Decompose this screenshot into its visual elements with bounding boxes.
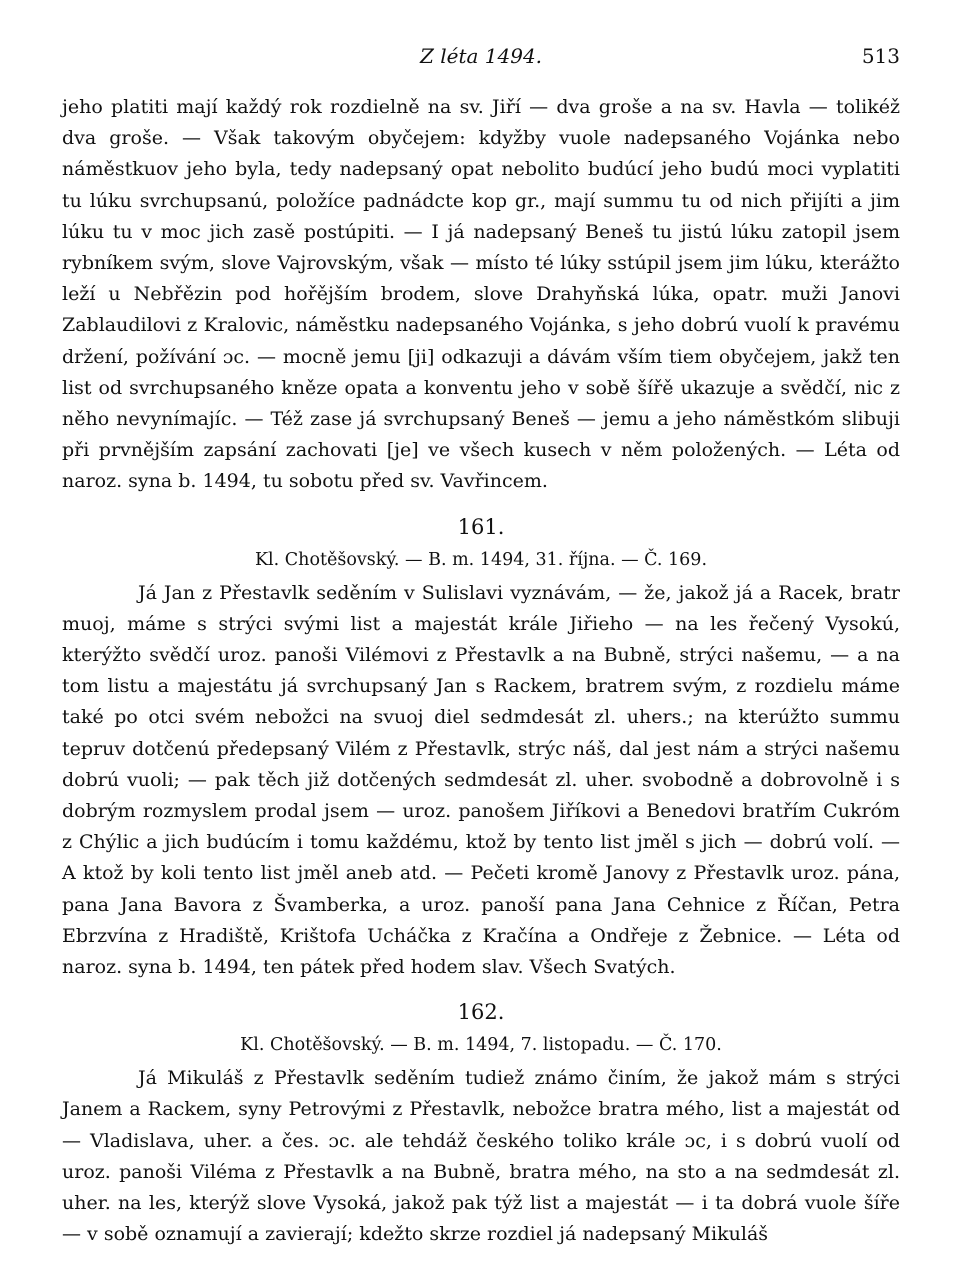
page-header [62, 44, 900, 74]
continuation-paragraph: jeho platiti mají každý rok rozdielně na sv. Jiří — dva groše a na sv. Havla — tolikéž dva groše. — Však takovým obyčejem: kdyžby vuole nadepsaného Vojánka nebo náměstkuov jeho byla, tedy nadepsaný opat nebolito budúcí jeho budú moci vyplatiti tu lúku svrchupsanú, položíce padnádcte kop gr., mají summu tu od nich přijíti a jim lúku tu v moc jich zasě postúpiti. — I já nadepsaný Beneš tu jistú lúku zatopil jsem rybníkem svým, slove Vajrovským, však — místo té lúky sstúpil jsem jim lúku, kterážto leží u Nebřězin pod hořějším brodem, slove Drahyňská lúka, opatr. muži Janovi Zablaudilovi z Kralovic, náměstku nadepsaného Vojánka, s jeho dobrú vuolí k pravému držení, požívání ɔc. — mocně jemu [ji] odkazuji a dávám vším tiem obyčejem, jakž ten list od svrchupsaného kněze opata a konventu jeho v sobě šířě ukazuje a svědčí, nic z něho nevynímajíc. — Též zase já svrchupsaný Beneš — jemu a jeho náměstkóm slibuji při prvnějším zapsání zachovati [je] ve všech kusech v něm položených. — Léta od naroz. syna b. 1494, tu sobotu před sv. Vavřincem. [62, 96, 900, 493]
page-number: 513 [861, 44, 900, 68]
page-body [62, 92, 900, 1251]
document-source-161: Kl. Chotěšovský. — B. m. 1494, 31. října. — Č. 169. [254, 549, 708, 570]
running-title: Z léta 1494. [419, 44, 543, 68]
document-source-162: Kl. Chotěšovský. — B. m. 1494, 7. listopadu. — Č. 170. [240, 1035, 722, 1056]
document-text-161: Já Jan z Přestavlk seděním v Sulislavi vyznávám, — že, jakož já a Racek, bratr muoj, máme s strýci svými list a majestát krále Jiřieho — na les řečený Vysokú, kterýžto svědčí uroz. panoši Vilémovi z Přestavlk a na Bubně, strýci našemu, — a na tom listu a majestátu já svrchupsaný Jan s Rackem, bratrem svým, z rozdielu máme také po otci svém nebožci na svuoj diel sedmdesát zl. uhers.; na kterúžto summu tepruv dotčenú předepsaný Vilém z Přestavlk, strýc náš, dal jest nám a strýci našemu dobrú vuoli; — pak těch již dotčených sedmdesát zl. uher. svobodně a dobrovolně i s dobrým rozmyslem prodal jsem — uroz. panošem Jiříkovi a Benedovi bratřím Cukróm z Chýlic a jich budúcím i tomu každému, ktož by tento list jměl s jich — dobrú volí. — A ktož by koli tento list jměl aneb atd. — Pečeti kromě Janovy z Přestavlk uroz. pána, pana Jana Bavora z Švamberka, a uroz. panoší pana Jana Cehnice z Říčan, Petra Ebrzvína z Hradiště, Krištofa Ucháčka z Kračína a Ondřeje z Žebnice. — Léta od naroz. syna b. 1494, ten pátek před hodem slav. Všech Svatých. [62, 581, 900, 979]
document-number-161: 161. [457, 514, 505, 539]
document-text-162: Já Mikuláš z Přestavlk seděním tudiež známo činím, že jakož mám s strýci Janem a Rackem, syny Petrovými z Přestavlk, nebožce bratra mého, list a majestát od — Vladislava, uher. a čes. ɔc. ale tehdáž českého toliko krále ɔc, i s dobrú vuolí od uroz. panoši Viléma z Přestavlk a na Bubně, bratra mého, na sto a na sedmdesát zl. uher. na les, kterýž slove Vysoká, jakož pak týž list a majestát — i ta dobrá vuole šíře — v sobě oznamují a zavierají; kdežto skrze rozdiel já nadepsaný Mikuláš [62, 1067, 900, 1246]
document-number-162: 162. [457, 1000, 505, 1025]
